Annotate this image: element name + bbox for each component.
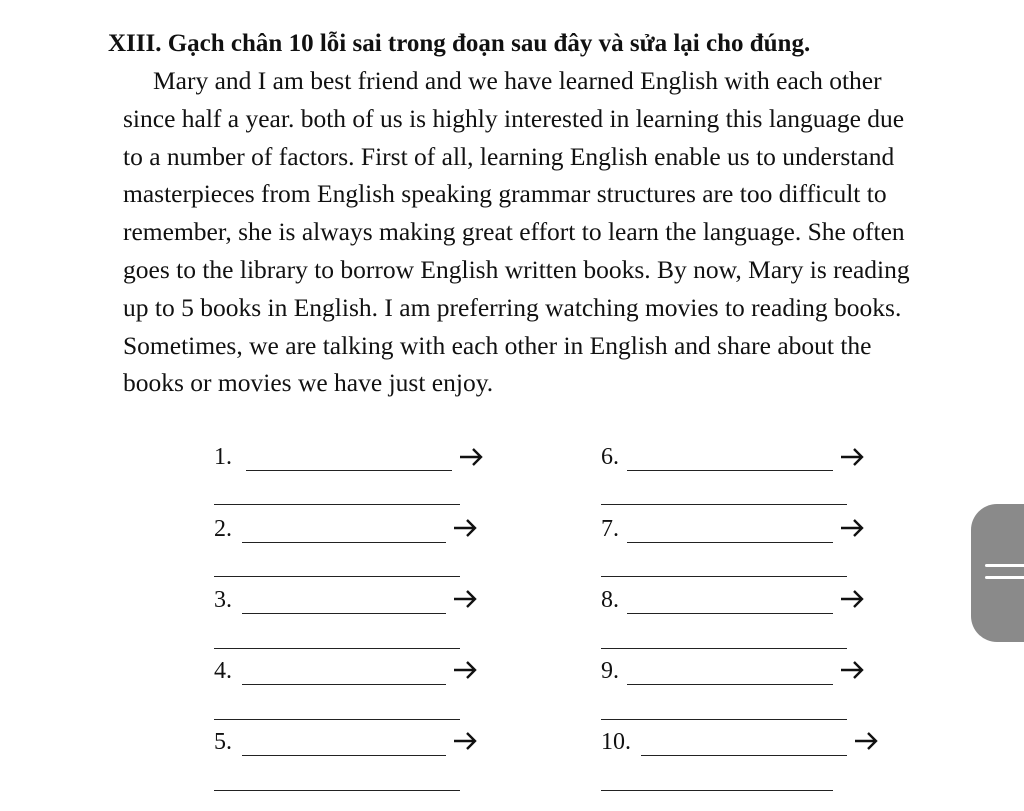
answer-number-6: 6.	[601, 444, 619, 470]
passage-line: remember, she is always making great effort to learn the language. She often	[123, 217, 905, 247]
passage-line: since half a year. both of us is highly interested in learning this language due	[123, 103, 905, 133]
right-arrow-icon	[839, 588, 865, 610]
correction-blank-6[interactable]	[601, 504, 847, 505]
right-arrow-icon	[839, 659, 865, 681]
drag-handle-icon	[985, 576, 1024, 579]
answer-blank-10[interactable]	[641, 755, 847, 756]
answer-blank-3[interactable]	[242, 613, 446, 614]
answer-number-9: 9.	[601, 658, 619, 684]
answer-blank-1[interactable]	[246, 470, 452, 471]
answer-blank-8[interactable]	[627, 613, 833, 614]
passage-line: masterpieces from English speaking grammar structures are too difficult to	[123, 179, 887, 209]
right-arrow-icon	[452, 588, 478, 610]
right-arrow-icon	[839, 446, 865, 468]
answer-number-10: 10.	[601, 729, 631, 755]
answer-blank-2[interactable]	[242, 542, 446, 543]
correction-blank-9[interactable]	[601, 719, 847, 720]
passage-line: to a number of factors. First of all, learning English enable us to understand	[123, 141, 895, 171]
right-arrow-icon	[452, 659, 478, 681]
answer-blank-6[interactable]	[627, 470, 833, 471]
passage-line: Sometimes, we are talking with each other in English and share about the	[123, 330, 872, 360]
answer-blank-9[interactable]	[627, 684, 833, 685]
correction-blank-3[interactable]	[214, 648, 460, 649]
answer-number-2: 2.	[214, 516, 232, 542]
right-arrow-icon	[853, 730, 879, 752]
answer-number-1: 1.	[214, 444, 232, 470]
passage-line: Mary and I am best friend and we have learned English with each other	[153, 66, 882, 95]
correction-blank-8[interactable]	[601, 648, 847, 649]
correction-blank-10[interactable]	[601, 790, 833, 791]
scroll-handle[interactable]	[971, 504, 1024, 642]
answer-number-3: 3.	[214, 587, 232, 613]
answer-number-4: 4.	[214, 658, 232, 684]
drag-handle-icon	[985, 564, 1024, 567]
right-arrow-icon	[452, 730, 478, 752]
answer-blank-7[interactable]	[627, 542, 833, 543]
exercise-title: XIII. Gạch chân 10 lỗi sai trong đoạn sau đây và sửa lại cho đúng.	[108, 30, 811, 57]
right-arrow-icon	[839, 517, 865, 539]
correction-blank-5[interactable]	[214, 790, 460, 791]
correction-blank-2[interactable]	[214, 576, 460, 577]
right-arrow-icon	[452, 517, 478, 539]
passage-line: goes to the library to borrow English written books. By now, Mary is reading	[123, 254, 910, 284]
correction-blank-1[interactable]	[214, 504, 460, 505]
passage-line: books or movies we have just enjoy.	[123, 368, 494, 398]
answer-blank-5[interactable]	[242, 755, 446, 756]
answer-number-8: 8.	[601, 587, 619, 613]
right-arrow-icon	[458, 446, 484, 468]
passage-line: up to 5 books in English. I am preferring watching movies to reading books.	[123, 292, 902, 322]
correction-blank-4[interactable]	[214, 719, 460, 720]
correction-blank-7[interactable]	[601, 576, 847, 577]
answer-number-7: 7.	[601, 516, 619, 542]
answer-number-5: 5.	[214, 729, 232, 755]
answer-blank-4[interactable]	[242, 684, 446, 685]
